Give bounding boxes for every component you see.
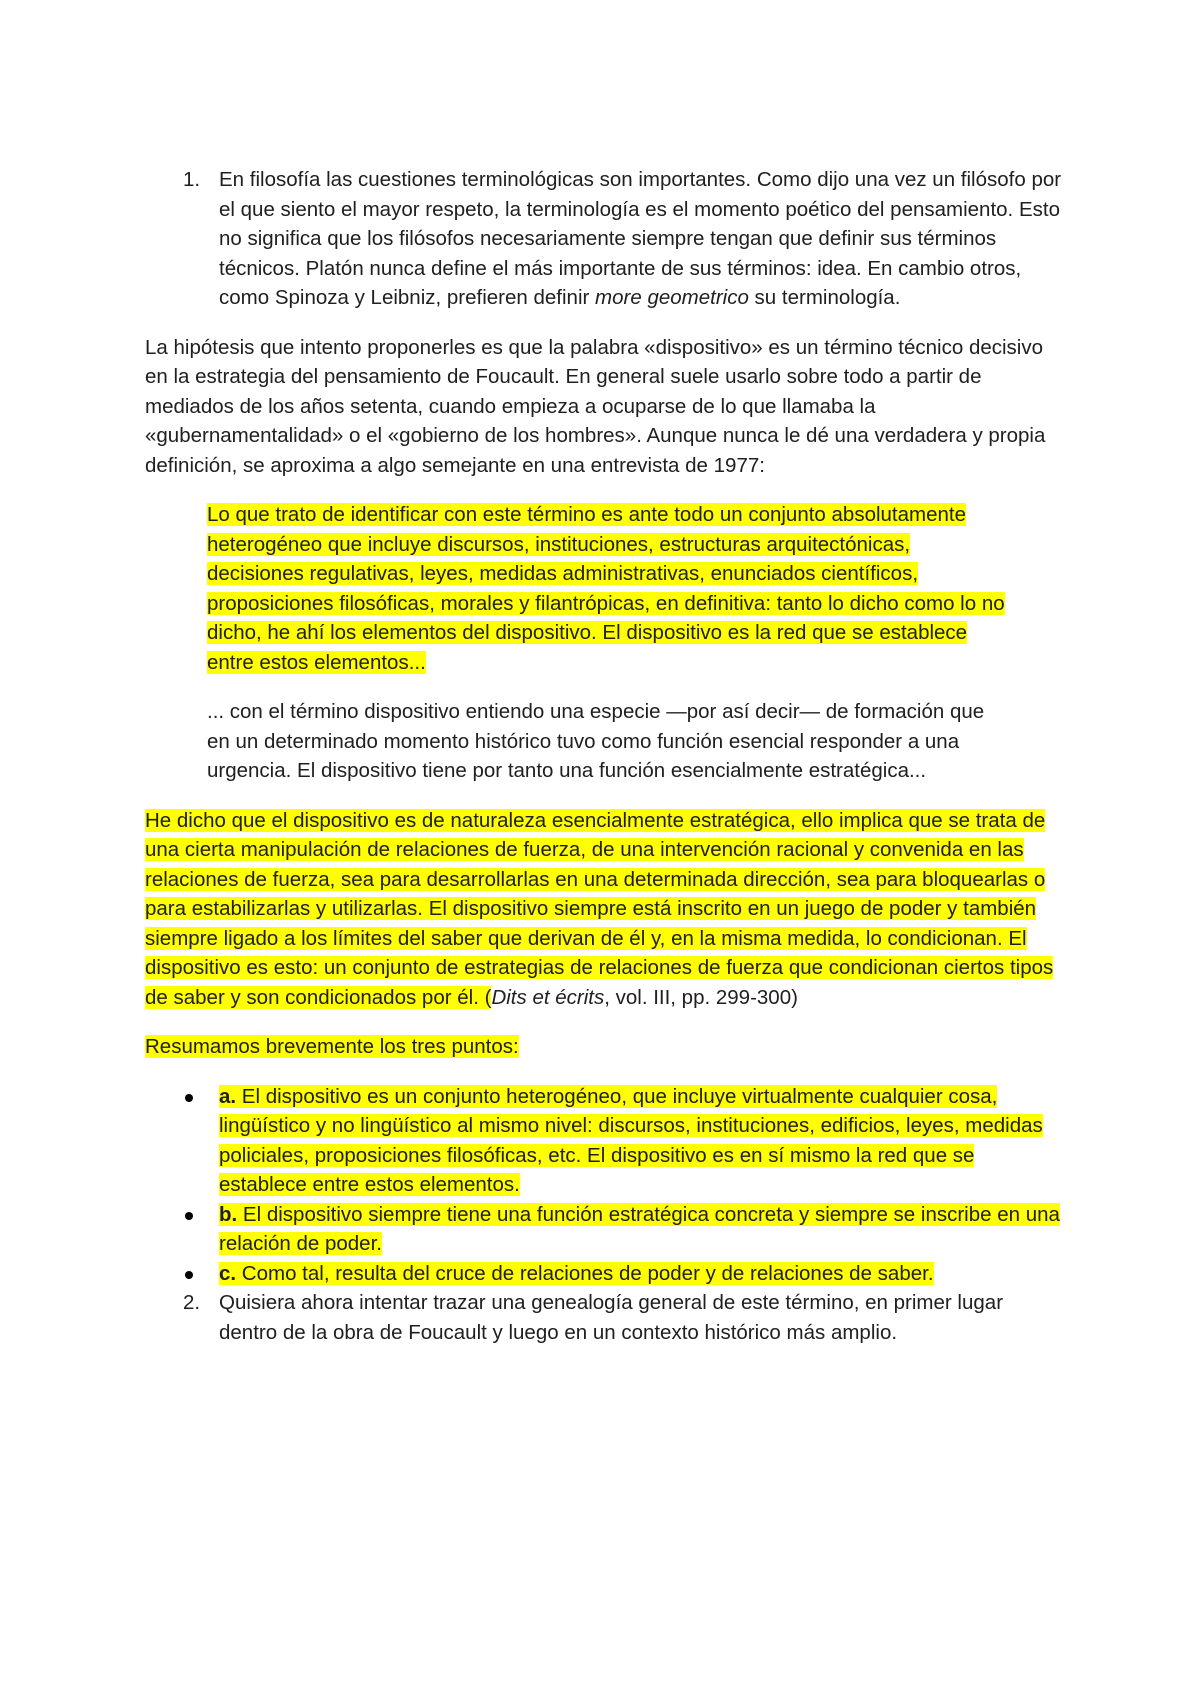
block-quote-2: ... con el término dispositivo entiendo una especie —por así decir— de formación que en un determinado momento histórico tuvo como función esencial responder a una urgencia. El dispositivo tiene por tanto una función esencialmente estratégica... xyxy=(207,700,985,782)
bullet-icon xyxy=(185,1212,193,1220)
highlighted-paragraph: He dicho que el dispositivo es de naturaleza esencialmente estratégica, ello implica que se trata de una cierta manipulación de relaciones de fuerza, de una intervención racional y convenida en las relaciones de fuerza, sea para desarrollarlas en una determinada dirección, sea para bloquearlas o para estabilizarlas y utilizarlas. El dispositivo siempre está inscrito en un juego de poder y también siempre ligado a los límites del saber que derivan de él y, en la misma medida, lo condicionan. El dispositivo es esto: un conjunto de estrategias de relaciones de fuerza que condicionan ciertos tipos de saber y son condicionados por él. ( xyxy=(145,808,1054,1009)
bullet-label: b. xyxy=(219,1202,238,1226)
bullet-list xyxy=(145,1082,1065,1289)
list-item xyxy=(145,1082,1065,1200)
item-2-text: Quisiera ahora intentar trazar una genealogía general de este término, en primer lugar dentro de la obra de Foucault y luego en un contexto histórico más amplio. xyxy=(219,1291,1004,1344)
bullet-text xyxy=(219,1203,1060,1256)
italic-term: more geometrico xyxy=(595,286,749,309)
numbered-item-2 xyxy=(145,1288,1065,1347)
paragraph-hypothesis: La hipótesis que intento proponerles es que la palabra «dispositivo» es un término técnico decisivo en la estrategia del pensamiento de Foucault. En general suele usarlo sobre todo a partir de mediados de los años setenta, cuando empieza a ocuparse de lo que llamaba la «gubernamentalidad» o el «gobierno de los hombres». Aunque nunca le dé una verdadera y propia definición, se aproxima a algo semejante en una entrevista de 1977: xyxy=(145,335,1046,477)
numbered-item-1 xyxy=(145,165,1065,313)
bullet-body: El dispositivo siempre tiene una función estratégica concreta y siempre se inscribe en una relación de poder. xyxy=(219,1202,1060,1255)
item-1-text-b: su terminología. xyxy=(748,286,901,309)
item-1-text-a: En filosofía las cuestiones terminológicas son importantes. Como dijo una vez un filósofo por el que siento el mayor respeto, la terminología es el momento poético del pensamiento. Esto no significa que los filósofos necesariamente siempre tengan que definir sus términos técnicos. Platón nunca define el más importante de sus términos: idea. En cambio otros, como Spinoza y Leibniz, prefieren definir xyxy=(219,168,1062,309)
bullet-body: Como tal, resulta del cruce de relaciones de poder y de relaciones de saber. xyxy=(236,1261,934,1285)
citation-rest: , vol. III, pp. 299-300) xyxy=(604,985,798,1009)
bullet-icon xyxy=(185,1094,193,1102)
highlighted-quote-1: Lo que trato de identificar con este término es ante todo un conjunto absolutamente heterogéneo que incluye discursos, instituciones, estructuras arquitectónicas, decisiones regulativas, leyes, medidas administrativas, enunciados científicos, proposiciones filosóficas, morales y filantrópicas, en definitiva: tanto lo dicho como lo no dicho, he ahí los elementos del dispositivo. El dispositivo es la red que se establece entre estos elementos... xyxy=(207,503,1005,674)
item-1-text xyxy=(219,165,1065,313)
citation-title: Dits et écrits xyxy=(491,985,605,1009)
list-item xyxy=(145,1200,1065,1259)
document-page xyxy=(145,165,1065,1347)
bullet-text xyxy=(219,1085,1043,1197)
list-marker: 2. xyxy=(183,1291,201,1314)
bullet-label: c. xyxy=(219,1261,237,1285)
summary-heading xyxy=(145,1032,1065,1062)
summary-text: Resumamos brevemente los tres puntos: xyxy=(145,1035,519,1058)
paragraph-strategic xyxy=(145,806,1065,1013)
list-item xyxy=(145,1259,1065,1289)
bullet-icon xyxy=(185,1271,193,1279)
bullet-text xyxy=(219,1262,934,1285)
block-quote-1 xyxy=(207,500,1005,677)
bullet-body: El dispositivo es un conjunto heterogéneo, que incluye virtualmente cualquier cosa, lingüístico y no lingüístico al mismo nivel: discursos, instituciones, edificios, leyes, medidas policiales, proposiciones filosóficas, etc. El dispositivo es en sí mismo la red que se establece entre estos elementos. xyxy=(219,1084,1043,1196)
list-marker: 1. xyxy=(183,168,201,191)
bullet-label: a. xyxy=(219,1084,237,1108)
